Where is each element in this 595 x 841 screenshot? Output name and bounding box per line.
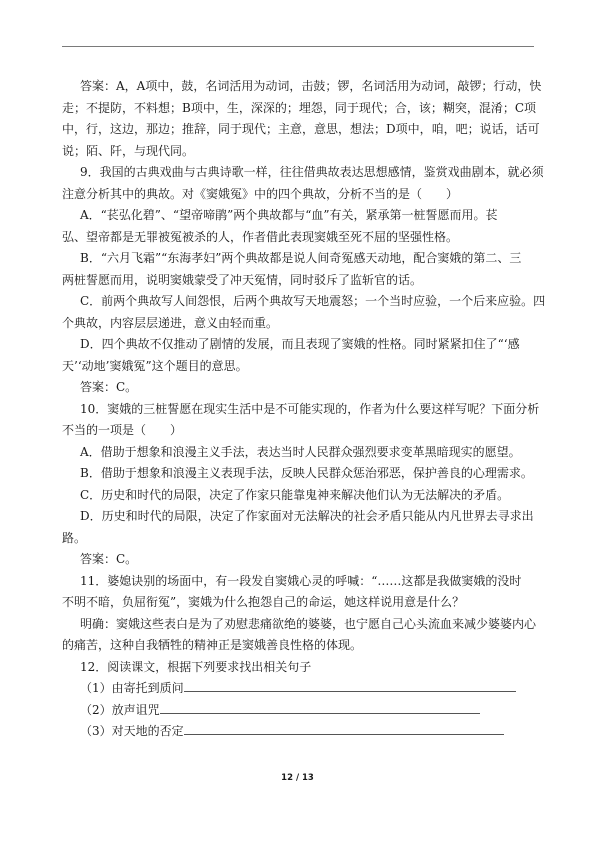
q8-answer-line-2: 走；不提防，不料想；B项中，生，深深的；埋怨，同于现代；合，该；糊突，混淆；C项	[62, 100, 537, 115]
q12-item-3	[62, 721, 537, 743]
q9-option-d-line-2: 天’‘动地’窦娥冤”这个题目的意思。	[62, 358, 248, 373]
q12-item-1	[62, 678, 537, 700]
q10-stem-line-2: 不当的一项是（ ）	[62, 423, 183, 437]
q12-item-3-label: （3）对天地的否定	[80, 724, 184, 738]
q9-option-c-line-2: 个典故，内容层层递进，意义由轻而重。	[62, 315, 279, 330]
q9-stem-line-2: 注意分析其中的典故。对《窦娥冤》中的四个典故，分析不当的是（ ）	[62, 186, 459, 201]
q8-answer-line-4: 说；陌、阡，与现代同。	[62, 143, 195, 158]
q10-answer: 答案：C。	[80, 552, 138, 566]
q12-stem: 12．阅读课文，根据下列要求找出相关句子	[80, 659, 312, 674]
q10-option-d-line-2: 路。	[62, 530, 87, 545]
q12-item-2-label: （2）放声诅咒	[80, 702, 160, 717]
q12-item-2-answer-blank[interactable]	[160, 701, 480, 714]
q9-option-c-line-1: C．前两个典故写人间怨恨，后两个典故写天地震怒；一个当时应验，一个后来应验。四	[80, 294, 546, 308]
q9-option-b-line-1: B．“六月飞霜”“东海孝妇”两个典故都是说人间奇冤感天动地，配合窦娥的第二、三	[80, 251, 522, 265]
document-body	[62, 76, 546, 743]
q12-item-2	[62, 700, 537, 722]
q11-stem-line-2: 不明不暗，负屈衔冤”，窦娥为什么抱怨自己的命运，她这样说用意是什么？	[62, 595, 465, 609]
q11-answer-line-2: 的痛苦，这种自我牺牲的精神正是窦娥善良性格的体现。	[62, 638, 363, 652]
q9-option-b-line-2: 两桩誓愿而用，说明窦娥蒙受了冲天冤情，同时驳斥了监斩官的话。	[62, 272, 423, 287]
q8-answer-line-1: 答案：A，A项中，鼓，名词活用为动词，击鼓；锣，名词活用为动词，敲锣；行动，快	[80, 79, 542, 93]
q9-stem-line-1: 9．我国的古典戏曲与古典诗歌一样，往往借典故表达思想感情，鉴赏戏曲剧本，就必须	[80, 165, 544, 179]
q10-stem-line-1: 10．窦娥的三桩誓愿在现实生活中是不可能实现的，作者为什么要这样写呢？下面分析	[80, 401, 540, 416]
q12-item-3-answer-blank[interactable]	[184, 722, 504, 735]
q8-answer-line-3: 中，行，这边，那边；推辞，同于现代；主意，意思，想法；D项中，咱，吧；说话，话可	[62, 122, 540, 136]
q10-option-b: B．借助于想象和浪漫主义表现手法，反映人民群众惩治邪恶，保护善良的心理需求。	[80, 466, 533, 480]
q10-option-c: C．历史和时代的局限，决定了作家只能靠鬼神来解决他们认为无法解决的矛盾。	[80, 487, 510, 502]
q9-answer: 答案：C。	[80, 380, 138, 394]
q9-option-a-line-1: A．“苌弘化碧”、“望帝啼鹃”两个典故都与“血”有关，紧承第一桩誓愿而用。苌	[80, 208, 498, 222]
page-number: 12 / 13	[281, 773, 314, 783]
q10-option-d-line-1: D．历史和时代的局限，决定了作家面对无法解决的社会矛盾只能从内凡世界去寻求出	[80, 509, 534, 523]
q11-stem-line-1: 11．婆媳诀别的场面中，有一段发自窦娥心灵的呼喊：“……这都是我做窦娥的没时	[80, 573, 522, 588]
q12-item-1-label: （1）由寄托到质问	[80, 681, 184, 695]
q12-item-1-answer-blank[interactable]	[184, 679, 516, 692]
q10-option-a: A．借助于想象和浪漫主义手法，表达当时人民群众强烈要求变革黑暗现实的愿望。	[80, 444, 521, 459]
q11-answer-line-1: 明确：窦娥这些表白是为了劝慰悲痛欲绝的婆婆，也宁愿自己心头流血来减少婆婆内心	[80, 616, 537, 631]
header-rule	[62, 46, 534, 47]
q9-option-d-line-1: D．四个典故不仅推动了剧情的发展，而且表现了窦娥的性格。同时紧紧扣住了“‘感	[80, 337, 520, 351]
q9-option-a-line-2: 弘、望帝都是无罪被冤被杀的人，作者借此表现窦娥至死不屈的坚强性格。	[62, 229, 459, 244]
